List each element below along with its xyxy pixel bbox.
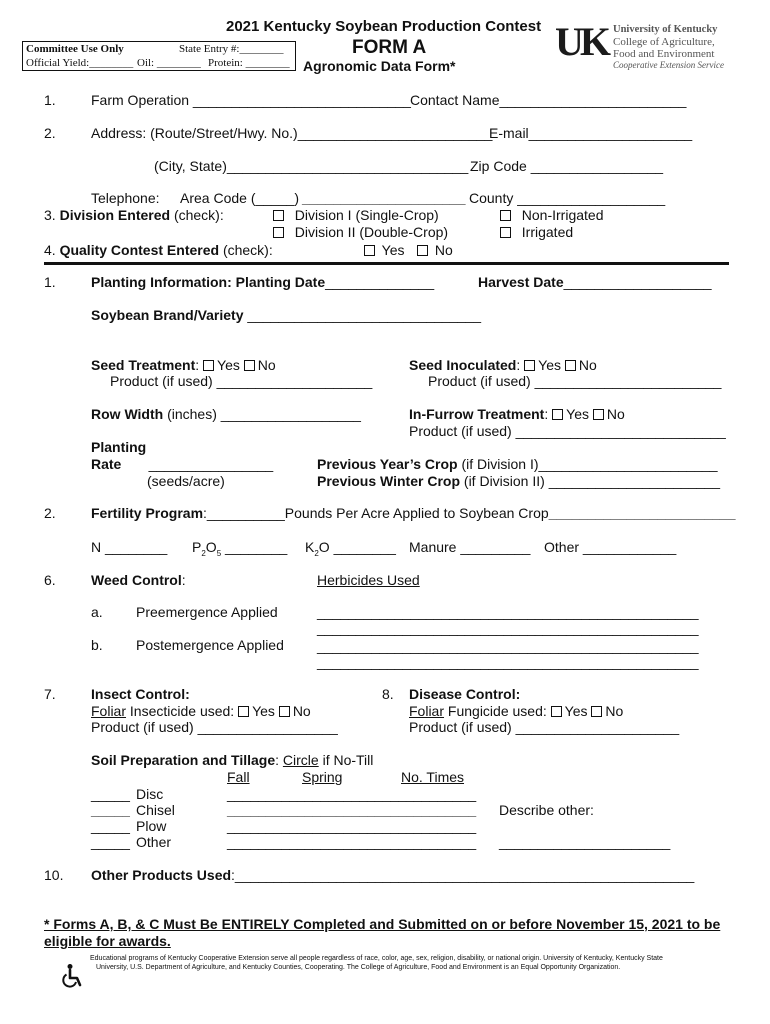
quality-no-option[interactable] <box>417 242 453 258</box>
tillage-other-label: Other <box>136 834 172 850</box>
previous-crop-label: Previous Year’s Crop <box>317 456 458 472</box>
in-furrow-no: No <box>606 406 625 422</box>
in-furrow-yes-checkbox[interactable] <box>552 409 563 420</box>
nitrogen-field[interactable]: N ________ <box>91 539 168 555</box>
previous-crop-blank: (if Division I)_______________________ <box>461 456 718 472</box>
deadline-notice-line2: eligible for awards. <box>44 933 171 949</box>
insecticide-product-field[interactable]: Product (if used) __________________ <box>91 719 338 735</box>
brand-variety-field[interactable] <box>91 307 481 323</box>
brand-blank: ______________________________ <box>247 307 481 323</box>
eeo-statement-line1: Educational programs of Kentucky Cooperative Extension serve all people regardless of race, color, age, sex, religion, disability, or national origin. University of Kentucky, Kentucky State <box>90 955 663 962</box>
potash-sub: 2 <box>314 548 319 558</box>
fertility-num: 2. <box>44 505 56 521</box>
row-width-blank: (inches) __________________ <box>167 406 361 422</box>
seed-treatment-no-checkbox[interactable] <box>244 360 255 371</box>
quality-yes-label: Yes <box>381 242 405 258</box>
protein: Protein: ________ <box>208 57 290 69</box>
fungicide-row <box>409 703 623 719</box>
brand-label: Soybean Brand/Variety <box>91 307 244 323</box>
plow-blank[interactable]: _____ <box>91 818 130 834</box>
insecticide-row <box>91 703 311 719</box>
postemergence-line-1[interactable]: _________________________________________________ <box>317 638 699 654</box>
area-code-field[interactable]: Area Code (_____) <box>180 190 300 206</box>
in-furrow-product-field[interactable]: Product (if used) ___________________________ <box>409 423 726 439</box>
division-num: 3. <box>44 207 56 223</box>
division-hint: (check): <box>173 207 224 223</box>
non-irrigated-checkbox[interactable] <box>500 210 511 221</box>
telephone-label: Telephone: <box>91 190 160 206</box>
planting-rate-label2: Rate <box>91 456 122 472</box>
fungicide-no: No <box>605 703 624 719</box>
farm-num: 1. <box>44 92 56 108</box>
disc-label: Disc <box>136 786 164 802</box>
seed-treatment-no: No <box>257 357 276 373</box>
quality-yes-option[interactable] <box>364 242 404 258</box>
in-furrow-row: In-Furrow Treatment: Yes No <box>409 406 625 422</box>
phosphate-field[interactable] <box>192 539 287 558</box>
planting-date-label: Planting Information: Planting Date <box>91 274 326 290</box>
insecticide-yes: Yes <box>252 703 275 719</box>
uk-logo <box>555 19 755 74</box>
plow-label: Plow <box>136 818 167 834</box>
fertility-note: Pounds Per Acre Applied to Soybean Crop <box>284 505 549 521</box>
seed-inoculated-no: No <box>578 357 597 373</box>
disc-blank[interactable]: _____ <box>91 786 130 802</box>
contest-title: 2021 Kentucky Soybean Production Contest <box>226 18 542 35</box>
phone-number-field[interactable]: _____________________ <box>302 190 466 206</box>
uk-mark: UK <box>555 19 607 64</box>
uk-line4: Cooperative Extension Service <box>613 60 724 70</box>
uk-line3: Food and Environment <box>613 48 715 60</box>
quality-hint: (check): <box>222 242 273 258</box>
seed-inoculated-yes: Yes <box>538 357 561 373</box>
weed-b: b. <box>91 637 103 653</box>
quality-yes-checkbox[interactable] <box>364 245 375 256</box>
disc-line[interactable]: ________________________________ <box>227 786 477 802</box>
quality-label: Quality Contest Entered <box>59 242 220 258</box>
disease-control-label: Disease Control: <box>409 686 521 702</box>
chisel-label: Chisel <box>136 802 175 818</box>
potash-k: K <box>305 539 315 555</box>
harvest-date-field[interactable] <box>478 274 712 290</box>
other-products-num: 10. <box>44 867 64 883</box>
postemergence-line-2[interactable]: _________________________________________________ <box>317 654 699 670</box>
quality-no-label: No <box>434 242 453 258</box>
address-field[interactable]: Address: (Route/Street/Hwy. No.)_________________________ <box>91 125 493 141</box>
insecticide-yes-checkbox[interactable] <box>238 706 249 717</box>
non-irrigated-option[interactable] <box>500 207 603 223</box>
disease-text: Fungicide used: <box>444 703 551 719</box>
seed-treatment-product-field[interactable]: Product (if used) ____________________ <box>110 373 373 389</box>
soil-circle-tail: if No-Till <box>318 752 374 768</box>
describe-other-label: Describe other: <box>499 802 594 818</box>
describe-other-field[interactable]: ______________________ <box>499 834 671 850</box>
seed-treatment-yes: Yes <box>217 357 240 373</box>
division-2-option[interactable] <box>273 224 448 240</box>
seed-treatment-row: Seed Treatment: Yes No <box>91 357 276 373</box>
fertility-tail: ________________________ <box>548 505 736 521</box>
previous-winter-label: Previous Winter Crop <box>317 473 461 489</box>
insecticide-no-checkbox[interactable] <box>279 706 290 717</box>
fungicide-yes: Yes <box>564 703 588 719</box>
fungicide-no-checkbox[interactable] <box>591 706 602 717</box>
insecticide-no: No <box>292 703 311 719</box>
form-name: FORM A <box>352 37 427 58</box>
phosphate-p: P <box>192 539 202 555</box>
soil-preparation-label <box>91 752 373 768</box>
division-section <box>44 207 224 223</box>
potash-field[interactable] <box>305 539 396 558</box>
insect-num: 7. <box>44 686 56 702</box>
planting-rate-label: Planting <box>91 439 147 455</box>
non-irrigated-label: Non-Irrigated <box>521 207 604 223</box>
irrigated-checkbox[interactable] <box>500 227 511 238</box>
manure-field[interactable]: Manure _________ <box>409 539 531 555</box>
weed-label: Weed Control <box>91 572 182 588</box>
planting-rate-field[interactable] <box>91 456 273 472</box>
previous-crop-field[interactable] <box>317 456 718 472</box>
harvest-date-label: Harvest Date <box>478 274 564 290</box>
division-1-option[interactable] <box>273 207 439 223</box>
seed-inoculated-row: Seed Inoculated: Yes No <box>409 357 597 373</box>
quality-num: 4. <box>44 242 56 258</box>
seed-inoculated-label: Seed Inoculated <box>409 357 517 373</box>
division-1-label: Division I (Single-Crop) <box>294 207 439 223</box>
contact-name-field[interactable]: Contact Name________________________ <box>410 92 687 108</box>
other-products-field[interactable] <box>91 867 694 883</box>
row-width-field[interactable] <box>91 406 361 422</box>
previous-winter-blank: (if Division II) ______________________ <box>463 473 720 489</box>
phosphate-o: O <box>205 539 217 555</box>
irrigated-label: Irrigated <box>521 224 574 240</box>
address-num: 2. <box>44 125 56 141</box>
division-2-checkbox[interactable] <box>273 227 284 238</box>
quality-no-checkbox[interactable] <box>417 245 428 256</box>
herbicides-used-heading: Herbicides Used <box>317 572 420 588</box>
email-field[interactable]: E-mail_____________________ <box>489 125 693 141</box>
uk-line2: College of Agriculture, <box>613 36 715 48</box>
potash-blank: O ________ <box>318 539 396 555</box>
city-state-field[interactable]: (City, State)_______________________________ <box>154 158 469 174</box>
deadline-notice-line1: * Forms A, B, & C Must Be ENTIRELY Completed and Submitted on or before November 15, 2021 to be <box>44 916 721 932</box>
planting-date-field[interactable] <box>91 274 434 290</box>
phosphate-blank: ________ <box>221 539 288 555</box>
seed-treatment-label: Seed Treatment <box>91 357 196 373</box>
committee-label: Committee Use Only <box>26 43 124 55</box>
chisel-line[interactable]: ________________________________ <box>227 802 477 818</box>
preemergence-label: Preemergence Applied <box>136 604 278 620</box>
fertility-other-field[interactable]: Other ____________ <box>544 539 677 555</box>
uk-line1: University of Kentucky <box>613 24 718 35</box>
preemergence-line-1[interactable]: _________________________________________________ <box>317 604 699 620</box>
soil-label: Soil Preparation and Tillage <box>91 752 276 768</box>
phosphate-sub1: 2 <box>201 548 206 558</box>
seed-treatment-yes-checkbox[interactable] <box>203 360 214 371</box>
form-subtitle: Agronomic Data Form* <box>303 58 456 74</box>
farm-operation-field[interactable]: Farm Operation ____________________________ <box>91 92 411 108</box>
disease-foliar: Foliar <box>409 703 445 719</box>
plow-line[interactable]: ________________________________ <box>227 818 477 834</box>
division-1-checkbox[interactable] <box>273 210 284 221</box>
preemergence-line-2[interactable]: _________________________________________________ <box>317 620 699 636</box>
previous-winter-crop-field[interactable] <box>317 473 720 489</box>
fertility-program-row <box>91 505 736 521</box>
fertility-colon: : <box>203 505 207 521</box>
fertility-blank: __________ <box>206 505 285 521</box>
tillage-other-line[interactable]: ________________________________ <box>227 834 477 850</box>
county-field[interactable]: County ___________________ <box>469 190 666 206</box>
accessibility-icon <box>60 963 86 989</box>
fungicide-product-field[interactable]: Product (if used) _____________________ <box>409 719 680 735</box>
fall-heading: Fall <box>227 769 250 785</box>
spring-heading: Spring <box>302 769 343 785</box>
soil-circle: Circle <box>282 752 319 768</box>
state-entry: State Entry #:________ <box>179 43 284 55</box>
division-2-label: Division II (Double-Crop) <box>294 224 449 240</box>
seed-inoculated-no-checkbox[interactable] <box>565 360 576 371</box>
insect-foliar: Foliar <box>91 703 127 719</box>
no-times-heading: No. Times <box>401 769 465 785</box>
chisel-blank[interactable]: _____ <box>91 802 130 818</box>
other-products-label: Other Products Used <box>91 867 232 883</box>
insect-text: Insecticide used: <box>126 703 239 719</box>
quality-section <box>44 242 273 258</box>
committee-box <box>22 41 296 71</box>
in-furrow-no-checkbox[interactable] <box>593 409 604 420</box>
fungicide-yes-checkbox[interactable] <box>551 706 562 717</box>
phosphate-sub2: 5 <box>216 548 222 558</box>
tillage-other-blank[interactable]: _____ <box>91 834 130 850</box>
row-width-label: Row Width <box>91 406 164 422</box>
oil: Oil: ________ <box>137 57 201 69</box>
in-furrow-label: In-Furrow Treatment <box>409 406 545 422</box>
official-yield: Official Yield:________ <box>26 57 134 69</box>
in-furrow-yes: Yes <box>566 406 589 422</box>
soil-colon: : <box>275 752 283 768</box>
harvest-date-blank: ___________________ <box>563 274 712 290</box>
weed-control-label <box>91 572 186 588</box>
fertility-label: Fertility Program <box>91 505 204 521</box>
planting-date-blank: ______________ <box>325 274 435 290</box>
eeo-statement-line2: University, U.S. Department of Agriculture, and Kentucky Counties, Cooperating. The College of Agriculture, Food and Environment is an Equal Opportunity Organization. <box>96 964 621 971</box>
zip-code-field[interactable]: Zip Code _________________ <box>470 158 664 174</box>
other-products-blank: :___________________________________________________________ <box>231 867 695 883</box>
seed-inoculated-product-field[interactable]: Product (if used) ________________________ <box>428 373 722 389</box>
insect-control-label: Insect Control: <box>91 686 190 702</box>
planting-num: 1. <box>44 274 56 290</box>
seed-inoculated-yes-checkbox[interactable] <box>524 360 535 371</box>
weed-a: a. <box>91 604 103 620</box>
weed-num: 6. <box>44 572 56 588</box>
planting-rate-blank: ________________ <box>148 456 274 472</box>
disease-num: 8. <box>382 686 394 702</box>
section-divider <box>44 262 729 265</box>
division-label: Division Entered <box>59 207 171 223</box>
weed-colon: : <box>181 572 186 588</box>
irrigated-option[interactable] <box>500 224 573 240</box>
postemergence-label: Postemergence Applied <box>136 637 284 653</box>
planting-rate-unit: (seeds/acre) <box>147 473 225 489</box>
